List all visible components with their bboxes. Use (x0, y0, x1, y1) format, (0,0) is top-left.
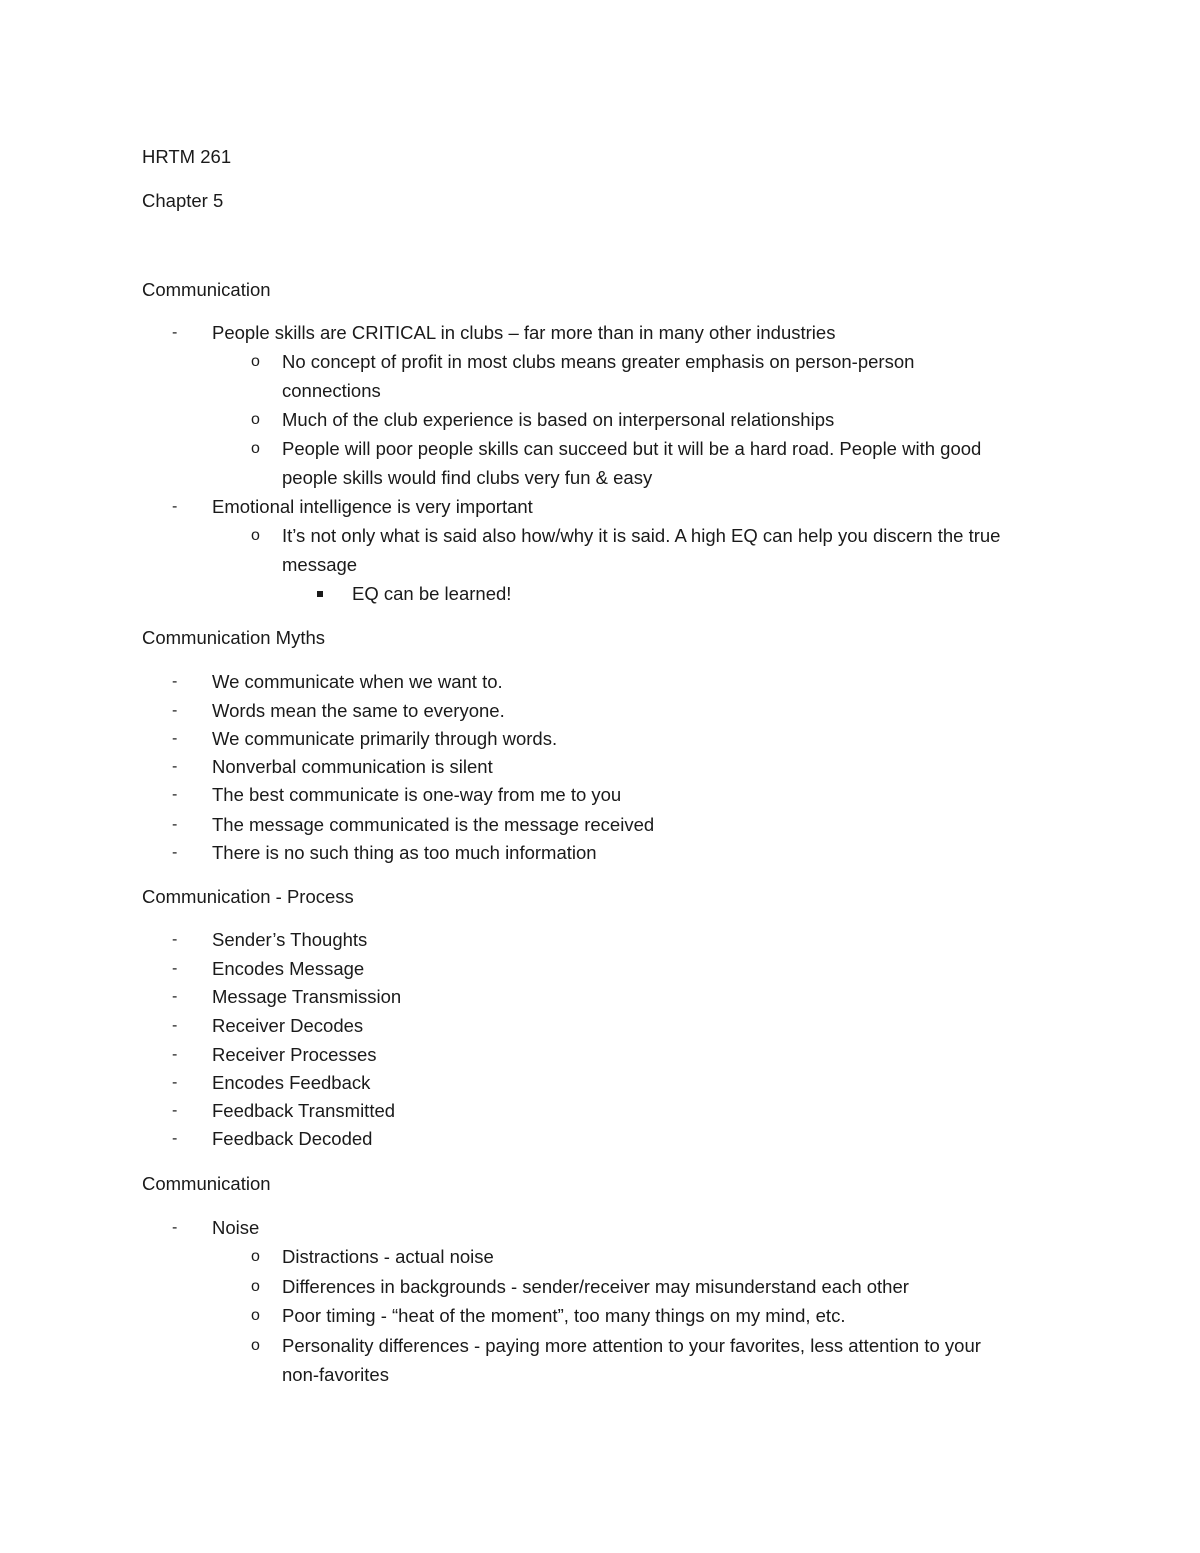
sub-list-item-continuation: non-favorites (282, 1364, 389, 1385)
sub-list-item: People will poor people skills can succeed but it will be a hard road. People with good (282, 438, 982, 459)
sub-list-item: Much of the club experience is based on interpersonal relationships (282, 409, 835, 430)
list-item: There is no such thing as too much information (212, 842, 597, 863)
list-item: Sender’s Thoughts (212, 929, 368, 950)
sub-list-item: Distractions - actual noise (282, 1246, 494, 1267)
list-item: We communicate when we want to. (212, 671, 503, 692)
dash-bullet: - (172, 988, 178, 1005)
list-item: Noise (212, 1217, 260, 1238)
sub-list-item: Personality differences - paying more attention to your favorites, less attention to your (282, 1335, 981, 1356)
dash-bullet: - (172, 1102, 178, 1119)
section-heading-communication-2: Communication (142, 1173, 271, 1194)
dash-bullet: - (172, 702, 178, 719)
dash-bullet: - (172, 1074, 178, 1091)
list-item: The best communicate is one-way from me to you (212, 784, 622, 805)
dash-bullet: - (172, 931, 178, 948)
circle-bullet: o (251, 527, 260, 544)
dash-bullet: - (172, 324, 178, 341)
list-item: Encodes Feedback (212, 1072, 371, 1093)
list-item: Nonverbal communication is silent (212, 756, 493, 777)
sub-list-item: Poor timing - “heat of the moment”, too many things on my mind, etc. (282, 1305, 846, 1326)
section-heading-communication: Communication (142, 279, 271, 300)
sub-sub-list-item: EQ can be learned! (352, 583, 512, 604)
sub-list-item-continuation: people skills would find clubs very fun & easy (282, 467, 653, 488)
list-item: Feedback Decoded (212, 1128, 373, 1149)
list-item: Words mean the same to everyone. (212, 700, 505, 721)
dash-bullet: - (172, 844, 178, 861)
dash-bullet: - (172, 960, 178, 977)
dash-bullet: - (172, 816, 178, 833)
section-heading-process: Communication - Process (142, 886, 354, 907)
dash-bullet: - (172, 1130, 178, 1147)
list-item: Receiver Processes (212, 1044, 377, 1065)
chapter-title: Chapter 5 (142, 190, 224, 211)
list-item: We communicate primarily through words. (212, 728, 558, 749)
list-item: Encodes Message (212, 958, 365, 979)
sub-list-item: Differences in backgrounds - sender/receiver may misunderstand each other (282, 1276, 909, 1297)
circle-bullet: o (251, 353, 260, 370)
circle-bullet: o (251, 1307, 260, 1324)
circle-bullet: o (251, 411, 260, 428)
dash-bullet: - (172, 1046, 178, 1063)
dash-bullet: - (172, 1219, 178, 1236)
dash-bullet: - (172, 1017, 178, 1034)
sub-list-item-continuation: message (282, 554, 358, 575)
sub-list-item: It’s not only what is said also how/why it is said. A high EQ can help you discern the true (282, 525, 1001, 546)
circle-bullet: o (251, 1248, 260, 1265)
list-item: Emotional intelligence is very important (212, 496, 533, 517)
course-title: HRTM 261 (142, 146, 232, 167)
list-item: The message communicated is the message received (212, 814, 655, 835)
circle-bullet: o (251, 1278, 260, 1295)
list-item: Message Transmission (212, 986, 402, 1007)
section-heading-myths: Communication Myths (142, 627, 326, 648)
list-item: Receiver Decodes (212, 1015, 364, 1036)
dash-bullet: - (172, 758, 178, 775)
dash-bullet: - (172, 786, 178, 803)
circle-bullet: o (251, 440, 260, 457)
list-item: People skills are CRITICAL in clubs – far more than in many other industries (212, 322, 836, 343)
sub-list-item-continuation: connections (282, 380, 381, 401)
sub-list-item: No concept of profit in most clubs means greater emphasis on person-person (282, 351, 915, 372)
dash-bullet: - (172, 673, 178, 690)
dash-bullet: - (172, 498, 178, 515)
list-item: Feedback Transmitted (212, 1100, 396, 1121)
circle-bullet: o (251, 1337, 260, 1354)
dash-bullet: - (172, 730, 178, 747)
